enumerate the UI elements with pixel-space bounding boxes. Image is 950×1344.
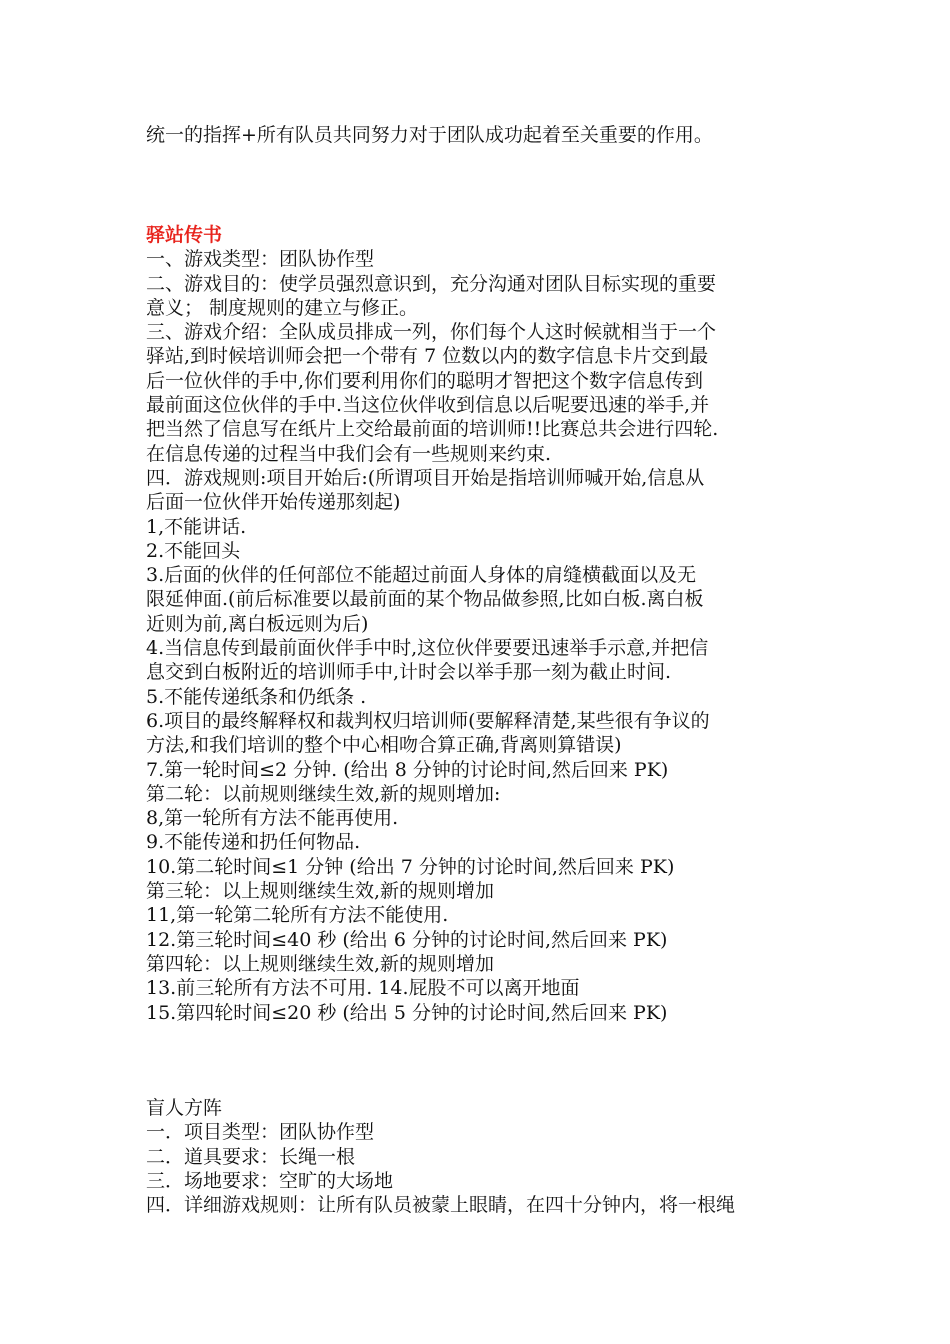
text-line: 6.项目的最终解释权和裁判权归培训师(要解释清楚,某些很有争议的 [146,709,710,732]
text-line: 4.当信息传到最前面伙伴手中时,这位伙伴要要迅速举手示意,并把信 [146,637,709,660]
section-body [146,1120,818,1217]
text-line: 二、游戏目的：使学员强烈意识到，充分沟通对团队目标实现的重要 [146,272,717,295]
text-line: 3.后面的伙伴的任何部位不能超过前面人身体的肩缝横截面以及无 [146,564,697,587]
intro-paragraph: 统一的指挥+所有队员共同努力对于团队成功起着至关重要的作用。 [146,124,713,146]
section-blind-square [146,1096,818,1217]
text-line: 10.第二轮时间≤1 分钟 (给出 7 分钟的讨论时间,然后回来 PK) [146,855,675,878]
text-line: 后一位伙伴的手中,你们要利用你们的聪明才智把这个数字信息传到 [146,369,704,392]
text-line: 四．详细游戏规则：让所有队员被蒙上眼睛，在四十分钟内，将一根绳 [146,1194,736,1217]
text-line: 三．场地要求：空旷的大场地 [146,1169,394,1192]
text-line: 8,第一轮所有方法不能再使用. [146,807,399,830]
section-relay-message [146,223,818,1025]
text-line: 近则为前,离白板远则为后) [146,612,369,635]
text-line: 驿站,到时候培训师会把一个带有 7 位数以内的数字信息卡片交到最 [146,345,709,368]
text-line: 二．道具要求：长绳一根 [146,1145,356,1168]
text-line: 第二轮：以前规则继续生效,新的规则增加: [146,782,501,805]
text-line: 把当然了信息写在纸片上交给最前面的培训师!!比赛总共会进行四轮. [146,418,719,441]
text-line: 5.不能传递纸条和仍纸条 . [146,685,367,708]
text-line: 限延伸面.(前后标准要以最前面的某个物品做参照,比如白板.离白板 [146,588,704,611]
text-line: 1,不能讲话. [146,515,247,538]
text-line: 息交到白板附近的培训师手中,计时会以举手那一刻为截止时间. [146,661,672,684]
text-line: 四．游戏规则:项目开始后:(所谓项目开始是指培训师喊开始,信息从 [146,466,705,489]
text-line: 7.第一轮时间≤2 分钟. (给出 8 分钟的讨论时间,然后回来 PK) [146,758,669,781]
text-line: 一．项目类型：团队协作型 [146,1121,375,1144]
text-line: 12.第三轮时间≤40 秒 (给出 6 分钟的讨论时间,然后回来 PK) [146,928,668,951]
text-line: 三、游戏介绍：全队成员排成一列，你们每个人这时候就相当于一个 [146,321,717,344]
text-line: 方法,和我们培训的整个中心相吻合算正确,背离则算错误) [146,734,622,757]
text-line: 第三轮：以上规则继续生效,新的规则增加 [146,880,495,903]
text-line: 15.第四轮时间≤20 秒 (给出 5 分钟的讨论时间,然后回来 PK) [146,1001,668,1024]
text-line: 第四轮：以上规则继续生效,新的规则增加 [146,952,495,975]
text-line: 11,第一轮第二轮所有方法不能使用. [146,904,449,927]
section-title: 驿站传书 [146,224,223,246]
section-body [146,247,818,1025]
text-line: 13.前三轮所有方法不可用. 14.屁股不可以离开地面 [146,977,580,1000]
text-line: 最前面这位伙伴的手中.当这位伙伴收到信息以后呢要迅速的举手,并 [146,394,710,417]
text-line: 2.不能回头 [146,539,241,562]
text-line: 9.不能传递和扔任何物品. [146,831,361,854]
text-line: 意义； 制度规则的建立与修正。 [146,296,419,319]
text-line: 在信息传递的过程当中我们会有一些规则来约束. [146,442,552,465]
text-line: 后面一位伙伴开始传递那刻起) [146,491,401,514]
text-line: 一、游戏类型：团队协作型 [146,248,375,271]
section-title: 盲人方阵 [146,1097,223,1119]
